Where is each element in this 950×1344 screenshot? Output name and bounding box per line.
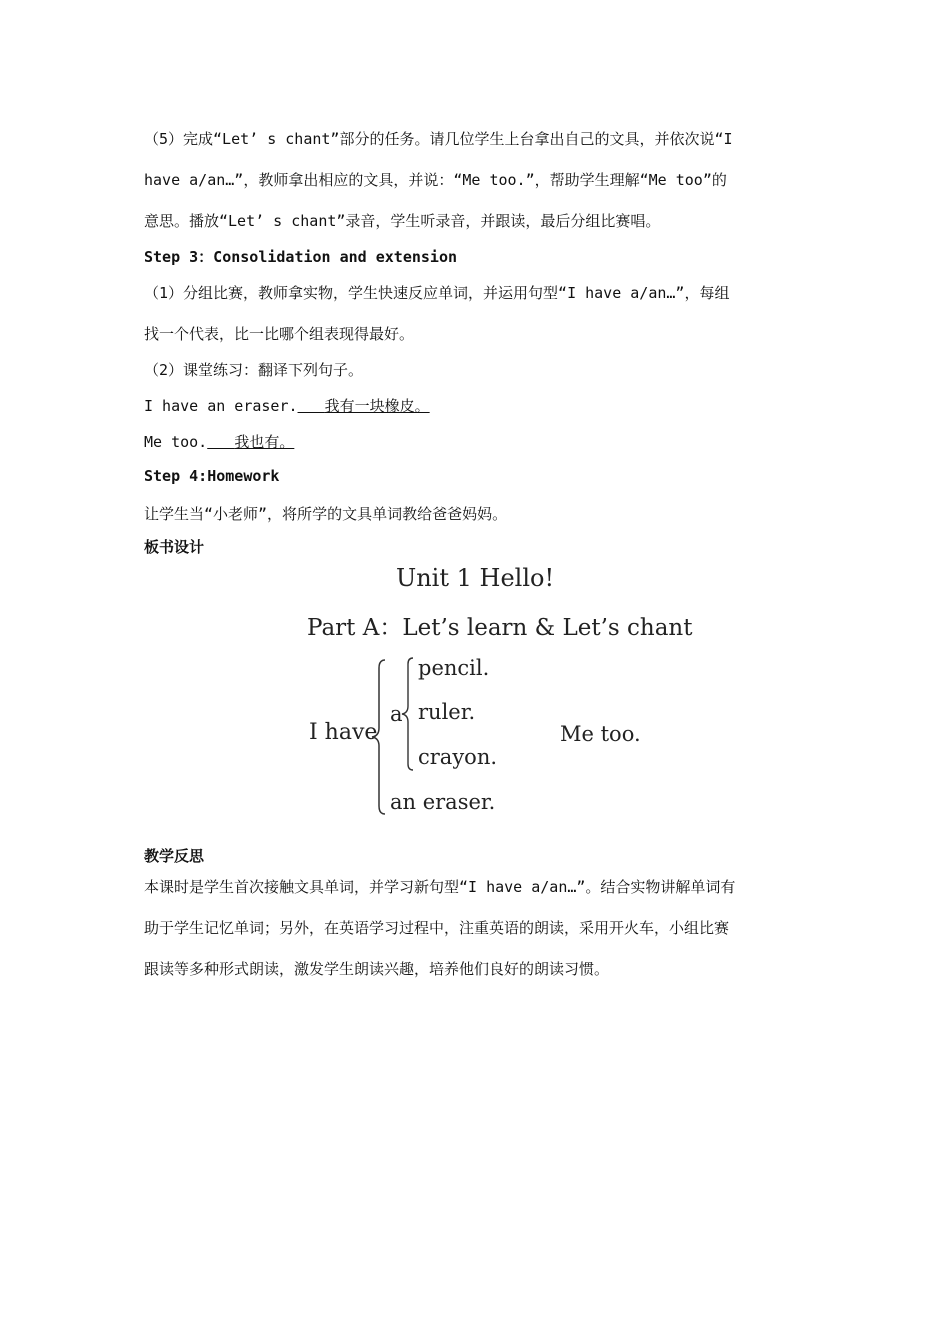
board-title: Unit 1 Hello! <box>396 564 555 592</box>
small-brace-icon <box>400 656 416 772</box>
exercise-1-english: I have an eraser. <box>144 397 298 415</box>
reflection-line-1: 本课时是学生首次接触文具单词，并学习新句型“I have a/an…”。结合实物讲解单词有 <box>144 878 736 896</box>
reflection-heading: 教学反思 <box>144 847 205 865</box>
step3-heading: Step 3：Consolidation and extension <box>144 248 458 266</box>
board-heading: 板书设计 <box>144 538 205 556</box>
exercise-2-answer: 我也有。 <box>234 433 295 451</box>
board-me-too: Me too. <box>560 722 641 746</box>
step3-item1-line-2: 找一个代表，比一比哪个组表现得最好。 <box>144 325 415 343</box>
exercise-1-answer: 我有一块橡皮。 <box>324 397 430 415</box>
step3-item2: （2）课堂练习：翻译下列句子。 <box>144 361 364 379</box>
board-i-have: I have <box>309 720 378 745</box>
step2-item5-line-2: have a/an…”，教师拿出相应的文具，并说：“Me too.”，帮助学生理解“Me too”的 <box>144 171 727 189</box>
reflection-line-3: 跟读等多种形式朗读，激发学生朗读兴趣，培养他们良好的朗读习惯。 <box>144 960 610 978</box>
board-an-eraser: an eraser. <box>390 790 496 814</box>
board-word-ruler: ruler. <box>418 700 476 724</box>
step4-text: 让学生当“小老师”，将所学的文具单词教给爸爸妈妈。 <box>144 505 508 523</box>
step4-heading: Step 4:Homework <box>144 467 280 485</box>
board-word-pencil: pencil. <box>418 656 490 680</box>
board-subtitle: Part A：Let’s learn & Let’s chant <box>307 615 693 641</box>
step2-item5-line-3: 意思。播放“Let’ s chant”录音，学生听录音，并跟读，最后分组比赛唱。 <box>144 212 661 230</box>
board-article-a: a <box>390 702 403 726</box>
step2-item5-line-1: （5）完成“Let’ s chant”部分的任务。请几位学生上台拿出自己的文具，并依次说“I <box>144 130 733 148</box>
reflection-line-2: 助于学生记忆单词；另外，在英语学习过程中，注重英语的朗读，采用开火车，小组比赛 <box>144 919 730 937</box>
big-brace-icon <box>370 658 390 816</box>
exercise-2-english: Me too. <box>144 433 208 451</box>
step3-item1-line-1: （1）分组比赛，教师拿实物，学生快速反应单词，并运用句型“I have a/an…”，每组 <box>144 284 730 302</box>
board-word-crayon: crayon. <box>418 745 498 769</box>
